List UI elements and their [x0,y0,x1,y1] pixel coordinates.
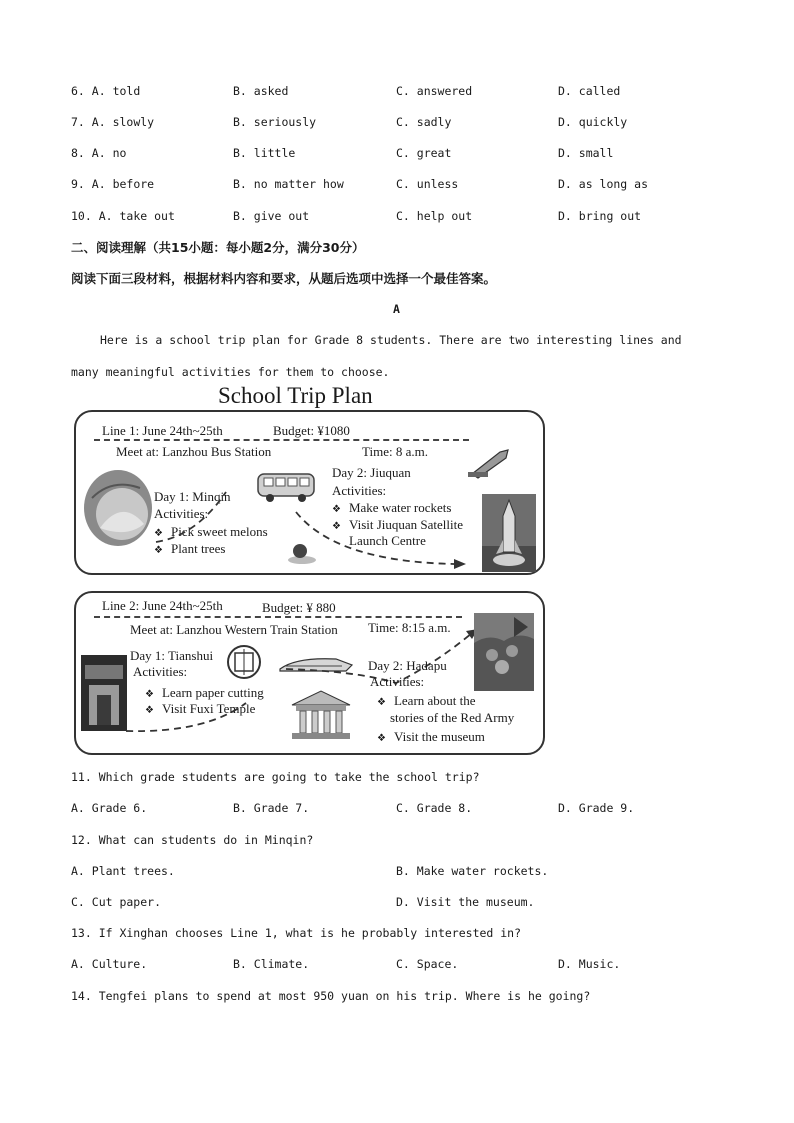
question-12-option-c: C. Cut paper. [71,895,162,909]
question-13-option-a: A. Culture. [71,957,148,971]
red-army-painting-image [474,613,534,691]
section-heading: 二、阅读理解（共15小题：每小题2分，满分30分） [71,240,365,255]
line1-day1-item: ❖ Pick sweet melons [154,524,268,540]
cloze-option-6a [71,84,140,98]
passage-letter: A [393,302,400,316]
cloze-option-10d: D. bring out [558,209,642,223]
line2-day2-item: ❖ Visit the museum [377,729,485,745]
question-11-option-b: B. Grade 7. [233,801,310,815]
question-number: 6. [71,84,85,98]
cloze-option-10c: C. help out [396,209,473,223]
line1-day1-item: ❖ Plant trees [154,541,225,557]
line1-meet: Meet at: Lanzhou Bus Station [116,444,272,459]
cloze-option-8b: B. little [233,146,296,160]
line1-day2-item: ❖ Visit Jiuquan Satellite [332,517,463,533]
option-a: A. take out [98,209,175,223]
cloze-option-9b: B. no matter how [233,177,344,191]
line1-budget: Budget: ¥1080 [273,423,350,438]
cloze-option-8d: D. small [558,146,614,160]
question-14-stem: 14. Tengfei plans to spend at most 950 yuan on his trip. Where is he going? [71,989,591,1003]
cloze-option-8a [71,146,126,160]
question-11-stem: 11. Which grade students are going to take the school trip? [71,770,480,784]
passage-intro-line2: many meaningful activities for them to choose. [71,365,390,379]
line2-day2-item-cont: stories of the Red Army [390,710,515,725]
question-13-option-b: B. Climate. [233,957,310,971]
line1-day2-title: Day 2: Jiuquan [332,465,411,480]
option-a: A. before [91,177,155,191]
line2-day1-item: ❖ Learn paper cutting [145,685,264,701]
cloze-option-9a [71,177,154,191]
question-number: 10. [71,209,92,223]
cloze-option-6c: C. answered [396,84,473,98]
line1-day2-activities-label: Activities: [332,483,387,498]
line2-time: Time: 8:15 a.m. [368,620,451,635]
line1-day1-title: Day 1: Minqin [154,489,231,504]
rocket-launch-image [482,494,536,572]
line2-day2-item: ❖ Learn about the [377,693,476,709]
cloze-option-9c: C. unless [396,177,459,191]
question-13-option-d: D. Music. [558,957,621,971]
line2-header: Line 2: June 24th~25th [102,598,223,613]
line1-header: Line 1: June 24th~25th [102,423,223,438]
question-number: 8. [71,146,85,160]
line2-day1-item: ❖ Visit Fuxi Temple [145,701,255,717]
line1-panel [74,410,545,575]
cloze-option-9d: D. as long as [558,177,649,191]
temple-gate-image [81,655,127,731]
line1-time: Time: 8 a.m. [362,444,428,459]
cloze-option-6d: D. called [558,84,621,98]
question-number: 9. [71,177,85,191]
cloze-option-7d: D. quickly [558,115,628,129]
question-11-option-d: D. Grade 9. [558,801,635,815]
question-13-option-c: C. Space. [396,957,459,971]
question-12-option-a: A. Plant trees. [71,864,175,878]
cloze-option-7b: B. seriously [233,115,317,129]
line2-budget: Budget: ¥ 880 [262,600,336,615]
passage-intro-line1: Here is a school trip plan for Grade 8 students. There are two interesting lines and [100,333,682,347]
question-12-option-d: D. Visit the museum. [396,895,535,909]
line2-day2-activities-label: Activities: [370,674,425,689]
question-12-stem: 12. What can students do in Minqin? [71,833,314,847]
option-a: A. slowly [91,115,155,129]
question-12-option-b: B. Make water rockets. [396,864,549,878]
option-a: A. told [91,84,141,98]
line1-divider [94,439,469,441]
cloze-option-7c: C. sadly [396,115,452,129]
line1-day2-item: ❖ Make water rockets [332,500,451,516]
line2-day1-title: Day 1: Tianshui [130,648,214,663]
section-instruction: 阅读下面三段材料，根据材料内容和要求，从题后选项中选择一个最佳答案。 [71,271,497,286]
cloze-option-8c: C. great [396,146,452,160]
line1-day1-activities-label: Activities: [154,506,209,521]
option-a: A. no [91,146,127,160]
plan-title: School Trip Plan [218,383,373,408]
question-13-stem: 13. If Xinghan chooses Line 1, what is he probably interested in? [71,926,522,940]
cloze-option-7a [71,115,154,129]
question-number: 7. [71,115,85,129]
question-11-option-a: A. Grade 6. [71,801,148,815]
line2-day2-title: Day 2: Hadapu [368,658,447,673]
cloze-option-6b: B. asked [233,84,289,98]
line2-day1-activities-label: Activities: [133,664,188,679]
cloze-option-10b: B. give out [233,209,310,223]
line2-divider [94,616,462,618]
question-11-option-c: C. Grade 8. [396,801,473,815]
water-rocket-icon [466,446,516,480]
line2-meet: Meet at: Lanzhou Western Train Station [130,622,338,637]
cloze-option-10a [71,209,175,223]
line2-panel [74,591,545,755]
line1-day2-item-cont: Launch Centre [349,533,426,548]
